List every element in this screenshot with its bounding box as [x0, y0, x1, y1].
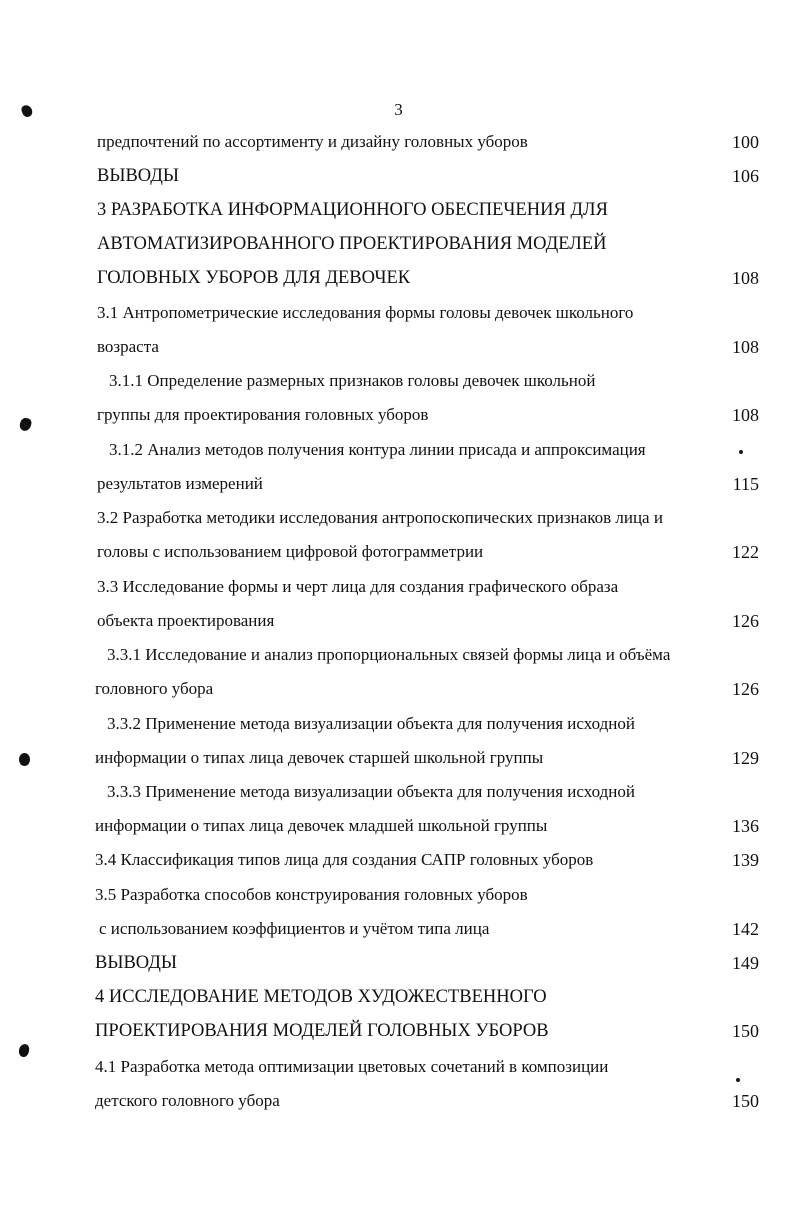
toc-entry-text: группы для проектирования головных уборов [97, 405, 429, 424]
toc-entry-text: ПРОЕКТИРОВАНИЯ МОДЕЛЕЙ ГОЛОВНЫХ УБОРОВ [95, 1021, 549, 1041]
scan-speck [736, 1078, 740, 1082]
toc-entry-text: предпочтений по ассортименту и дизайну головных уборов [97, 132, 528, 151]
toc-entry-text: 4.1 Разработка метода оптимизации цветовых сочетаний в композиции [95, 1057, 609, 1076]
toc-page-number: 108 [732, 405, 759, 425]
toc-page-number: 150 [732, 1091, 759, 1111]
toc-page-number: 129 [732, 748, 759, 768]
toc-page-number: 142 [732, 919, 759, 939]
toc-page-number: 136 [732, 816, 759, 836]
toc-entry-text: 3.3 Исследование формы и черт лица для создания графического образа [97, 577, 619, 596]
toc-entry-text: результатов измерений [97, 474, 263, 493]
toc-entry-text: 4 ИССЛЕДОВАНИЕ МЕТОДОВ ХУДОЖЕСТВЕННОГО [95, 987, 547, 1007]
toc-entry-text: информации о типах лица девочек старшей школьной группы [95, 748, 544, 767]
toc-page-number: 126 [732, 611, 759, 631]
toc-entry-text: информации о типах лица девочек младшей школьной группы [95, 816, 548, 835]
toc-page-number: 106 [732, 166, 759, 186]
toc-page-number: 126 [732, 679, 759, 699]
toc-page-number: 100 [732, 132, 759, 152]
toc-entry-text: ВЫВОДЫ [97, 166, 180, 186]
toc-entry-text: 3.3.1 Исследование и анализ пропорциональных связей формы лица и объёма [107, 645, 671, 664]
toc-entry-text: 3.2 Разработка методики исследования антропоскопических признаков лица и [97, 508, 663, 527]
toc-entry-text: 3.1.2 Анализ методов получения контура линии присада и аппроксимация [109, 440, 646, 459]
toc-entry-text: 3.4 Классификация типов лица для создания САПР головных уборов [95, 850, 594, 869]
toc-page-number: 139 [732, 850, 759, 870]
toc-entry-text: с использованием коэффициентов и учётом типа лица [99, 919, 490, 938]
toc-entry-text: головного убора [95, 679, 214, 698]
punch-mark-icon [18, 1043, 30, 1058]
toc-entry-text: 3.1.1 Определение размерных признаков головы девочек школьной [109, 371, 596, 390]
toc-entry-text: возраста [97, 337, 159, 356]
toc-page-number: 150 [732, 1021, 759, 1041]
punch-mark-icon [19, 753, 30, 766]
toc-entry-text: 3 РАЗРАБОТКА ИНФОРМАЦИОННОГО ОБЕСПЕЧЕНИЯ ДЛЯ [97, 200, 608, 220]
toc-entry-text: 3.1 Антропометрические исследования формы головы девочек школьного [97, 303, 634, 322]
punch-mark-icon [19, 417, 33, 432]
toc-entry-text: 3.3.3 Применение метода визуализации объекта для получения исходной [107, 782, 635, 801]
toc-entry-text: 3.3.2 Применение метода визуализации объекта для получения исходной [107, 714, 635, 733]
toc-entry-text: ГОЛОВНЫХ УБОРОВ ДЛЯ ДЕВОЧЕК [97, 268, 411, 288]
toc-entry-text: АВТОМАТИЗИРОВАННОГО ПРОЕКТИРОВАНИЯ МОДЕЛЕЙ [97, 234, 607, 254]
toc-entry-text: ВЫВОДЫ [95, 953, 178, 973]
page-number: 3 [394, 100, 403, 119]
toc-page-number: 108 [732, 337, 759, 357]
toc-page-number: 108 [732, 268, 759, 288]
toc-entry-text: 3.5 Разработка способов конструирования головных уборов [95, 885, 528, 904]
toc-entry-text: головы с использованием цифровой фотограмметрии [97, 542, 484, 561]
toc-entry-text: объекта проектирования [97, 611, 275, 630]
toc-page-number: 115 [732, 474, 759, 494]
toc-entry-text: детского головного убора [95, 1091, 280, 1110]
toc-page-number: 149 [732, 953, 759, 973]
toc-page-number: 122 [732, 542, 759, 562]
scan-speck [739, 450, 743, 454]
